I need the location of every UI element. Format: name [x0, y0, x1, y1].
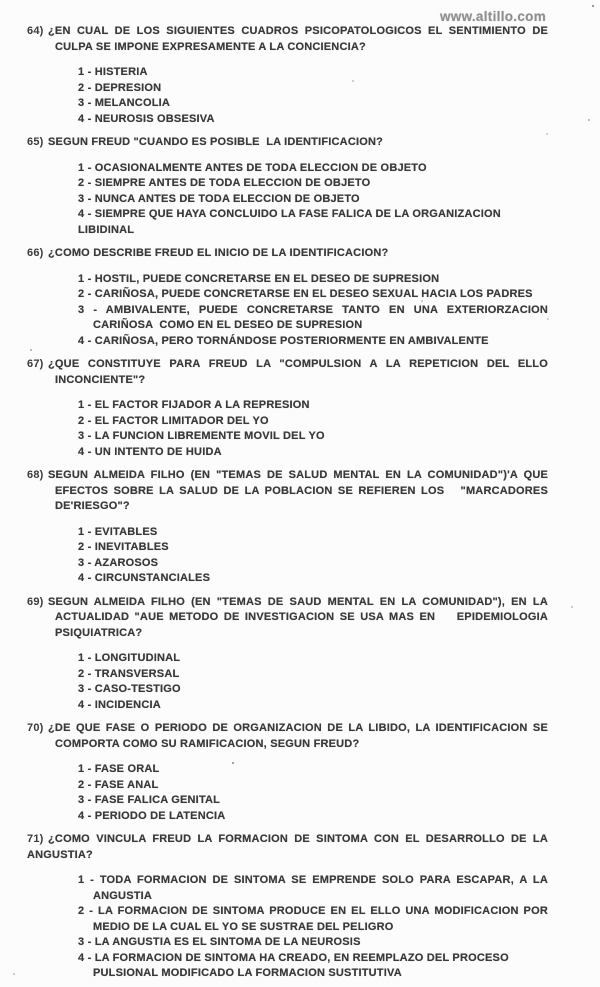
answer-option: [78, 334, 548, 350]
option-line: 3 - MELANCOLIA: [78, 97, 171, 109]
answer-option: [78, 303, 548, 334]
scan-noise-dot: [571, 606, 573, 608]
option-line: 2 - FASE ANAL: [78, 778, 159, 791]
option-line: PULSIONAL MODIFICADO LA FORMACION SUSTITUTIVA: [93, 967, 402, 979]
option-line: 1 - LONGITUDINAL: [78, 652, 181, 664]
scan-noise-dot: [588, 119, 590, 121]
option-line: 1 - HOSTIL, PUEDE CONCRETARSE EN EL DESEO DE SUPRESION: [78, 272, 440, 285]
question-line: INCONCIENTE"?: [55, 373, 146, 386]
option-line: 4 - CARIÑOSA, PERO TORNÁNDOSE POSTERIORMENTE EN AMBIVALENTE: [78, 334, 489, 347]
question-line: PSIQUIATRICA?: [55, 626, 143, 639]
question-number: 66): [27, 247, 44, 259]
option-line: 4 - CIRCUNSTANCIALES: [78, 572, 211, 584]
answer-option: [78, 445, 548, 461]
answer-option: [78, 192, 548, 208]
questions-list: [27, 24, 548, 982]
question-line: ¿EN CUAL DE LOS SIGUIENTES CUADROS PSICOPATOLOGICOS EL SENTIMIENTO DE: [48, 25, 548, 37]
options-list: [78, 762, 548, 824]
question-71: [27, 832, 548, 982]
answer-option: [78, 698, 548, 714]
answer-option: [78, 904, 548, 935]
scan-noise-dot: [232, 762, 234, 764]
option-line: 4 - UN INTENTO DE HUIDA: [78, 445, 222, 458]
option-line: 1 - OCASIONALMENTE ANTES DE TODA ELECCION DE OBJETO: [78, 161, 427, 174]
answer-option: [78, 287, 548, 303]
question-line: CULPA SE IMPONE EXPRESAMENTE A LA CONCIENCIA?: [55, 40, 366, 53]
scan-noise-dot: [547, 318, 549, 320]
answer-option: [78, 429, 548, 445]
scan-noise-dot: [592, 5, 594, 7]
option-line: 4 - NEUROSIS OBSESIVA: [78, 112, 215, 125]
option-line: CARIÑOSA COMO EN EL DESEO DE SUPRESION: [93, 319, 363, 331]
scan-noise-dot: [30, 349, 32, 351]
answer-option: [78, 207, 548, 238]
answer-option: [78, 682, 548, 698]
watermark: www.altillo.com: [439, 9, 546, 24]
question-line: SEGUN ALMEIDA FILHO (EN "TEMAS DE SAUD MENTAL EN LA COMUNIDAD"), EN LA: [48, 595, 548, 608]
scan-noise-dot: [546, 133, 548, 135]
options-list: [78, 65, 548, 127]
question-68: [27, 468, 548, 587]
option-line: 3 - CASO-TESTIGO: [78, 683, 181, 695]
option-line: 3 - NUNCA ANTES DE TODA ELECCION DE OBJETO: [78, 192, 360, 205]
option-line: 4 - INCIDENCIA: [78, 698, 161, 711]
answer-option: [78, 809, 548, 825]
options-list: [78, 161, 548, 239]
options-list: [78, 651, 548, 713]
answer-option: [78, 793, 548, 809]
question-number: 70): [27, 722, 44, 734]
option-line: 3 - AZAROSOS: [78, 556, 159, 569]
answer-option: [78, 272, 548, 288]
option-line: 2 - TRANSVERSAL: [78, 667, 180, 680]
answer-option: [78, 762, 548, 778]
question-text: [48, 595, 548, 642]
option-line: 1 - FASE ORAL: [78, 763, 160, 775]
options-list: [78, 272, 548, 350]
option-line: 1 - HISTERIA: [78, 66, 148, 78]
question-64: [27, 24, 548, 127]
scan-noise-dot: [352, 80, 354, 82]
question-65: [27, 135, 548, 238]
question-line: ¿DE QUE FASE O PERIODO DE ORGANIZACION DE LA LIBIDO, LA IDENTIFICACION SE: [48, 722, 548, 734]
question-line: ANGUSTIA?: [27, 848, 93, 861]
question-number: 65): [27, 136, 44, 148]
option-line: 2 - LA FORMACION DE SINTOMA PRODUCE EN EL ELLO UNA MODIFICACION POR: [78, 905, 548, 917]
option-line: 2 - INEVITABLES: [78, 541, 169, 553]
option-line: MEDIO DE LA CUAL EL YO SE SUSTRAE DEL PELIGRO: [93, 920, 394, 933]
question-line: SEGUN FREUD "CUANDO ES POSIBLE LA IDENTIFICACION?: [48, 136, 384, 148]
question-text: [48, 357, 548, 388]
question-number: 67): [27, 358, 44, 370]
question-line: ACTUALIDAD "AUE METODO DE INVESTIGACION SE USA MAS EN EPIDEMIOLOGIA: [55, 611, 548, 623]
answer-option: [78, 161, 548, 177]
question-number: 69): [27, 595, 44, 608]
option-line: 4 - SIEMPRE QUE HAYA CONCLUIDO LA FASE FALICA DE LA ORGANIZACION LIBIDINAL: [78, 208, 505, 236]
answer-option: [78, 571, 548, 587]
answer-option: [78, 778, 548, 794]
options-list: [78, 398, 548, 460]
question-text: [48, 24, 548, 55]
question-66: [27, 246, 548, 349]
option-line: 3 - FASE FALICA GENITAL: [78, 794, 221, 806]
option-line: 2 - DEPRESION: [78, 81, 162, 94]
options-list: [78, 873, 548, 982]
question-line: DE'RIESGO"?: [55, 500, 130, 512]
question-70: [27, 721, 548, 824]
option-line: 4 - LA FORMACION DE SINTOMA HA CREADO, EN REEMPLAZO DEL PROCESO: [78, 951, 509, 964]
question-line: COMPORTA COMO SU RAMIFICACION, SEGUN FREUD?: [55, 737, 360, 750]
answer-option: [78, 96, 548, 112]
answer-option: [78, 935, 548, 951]
question-number: 68): [27, 469, 44, 481]
option-line: 1 - EVITABLES: [78, 525, 158, 538]
answer-option: [78, 414, 548, 430]
question-text: [48, 468, 548, 515]
question-67: [27, 357, 548, 460]
answer-option: [78, 873, 548, 904]
question-line: SEGUN ALMEIDA FILHO (EN "TEMAS DE SALUD MENTAL EN LA COMUNIDAD")'A QUE: [48, 469, 548, 481]
answer-option: [78, 176, 548, 192]
option-line: 3 - LA ANGUSTIA ES EL SINTOMA DE LA NEUROSIS: [78, 936, 361, 948]
question-69: [27, 595, 548, 714]
option-line: 3 - AMBIVALENTE, PUEDE CONCRETARSE TANTO EN UNA EXTERIORZACION: [78, 303, 548, 316]
answer-option: [78, 951, 548, 982]
question-line: ¿COMO VINCULA FREUD LA FORMACION DE SINTOMA CON EL DESARROLLO DE LA: [48, 833, 548, 845]
question-text: [48, 246, 548, 262]
question-text: [48, 721, 548, 752]
options-list: [78, 525, 548, 587]
option-line: 4 - PERIODO DE LATENCIA: [78, 809, 226, 822]
option-line: 2 - SIEMPRE ANTES DE TODA ELECCION DE OBJETO: [78, 177, 371, 189]
question-line: ¿QUE CONSTITUYE PARA FREUD LA "COMPULSION A LA REPETICION DEL ELLO: [48, 358, 548, 370]
option-line: 2 - CARIÑOSA, PUEDE CONCRETARSE EN EL DESEO SEXUAL HACIA LOS PADRES: [78, 288, 533, 300]
scan-noise-dot: [421, 300, 423, 302]
option-line: 2 - EL FACTOR LIMITADOR DEL YO: [78, 414, 269, 427]
answer-option: [78, 81, 548, 97]
option-line: 1 - TODA FORMACION DE SINTOMA SE EMPRENDE SOLO PARA ESCAPAR, A LA: [78, 874, 548, 886]
question-line: EFECTOS SOBRE LA SALUD DE LA POBLACION SE REFIEREN LOS "MARCADORES: [55, 484, 548, 497]
answer-option: [78, 651, 548, 667]
option-line: 1 - EL FACTOR FIJADOR A LA REPRESION: [78, 399, 310, 411]
option-line: ANGUSTIA: [93, 889, 153, 902]
answer-option: [78, 112, 548, 128]
question-number: 64): [27, 25, 44, 37]
question-text: [48, 135, 548, 151]
answer-option: [78, 65, 548, 81]
answer-option: [78, 525, 548, 541]
answer-option: [78, 398, 548, 414]
option-line: 3 - LA FUNCION LIBREMENTE MOVIL DEL YO: [78, 430, 325, 442]
answer-option: [78, 667, 548, 683]
question-line: ¿COMO DESCRIBE FREUD EL INICIO DE LA IDENTIFICACION?: [48, 247, 389, 259]
answer-option: [78, 556, 548, 572]
answer-option: [78, 540, 548, 556]
question-number: 71): [27, 833, 44, 845]
scan-noise-dot: [13, 973, 15, 975]
